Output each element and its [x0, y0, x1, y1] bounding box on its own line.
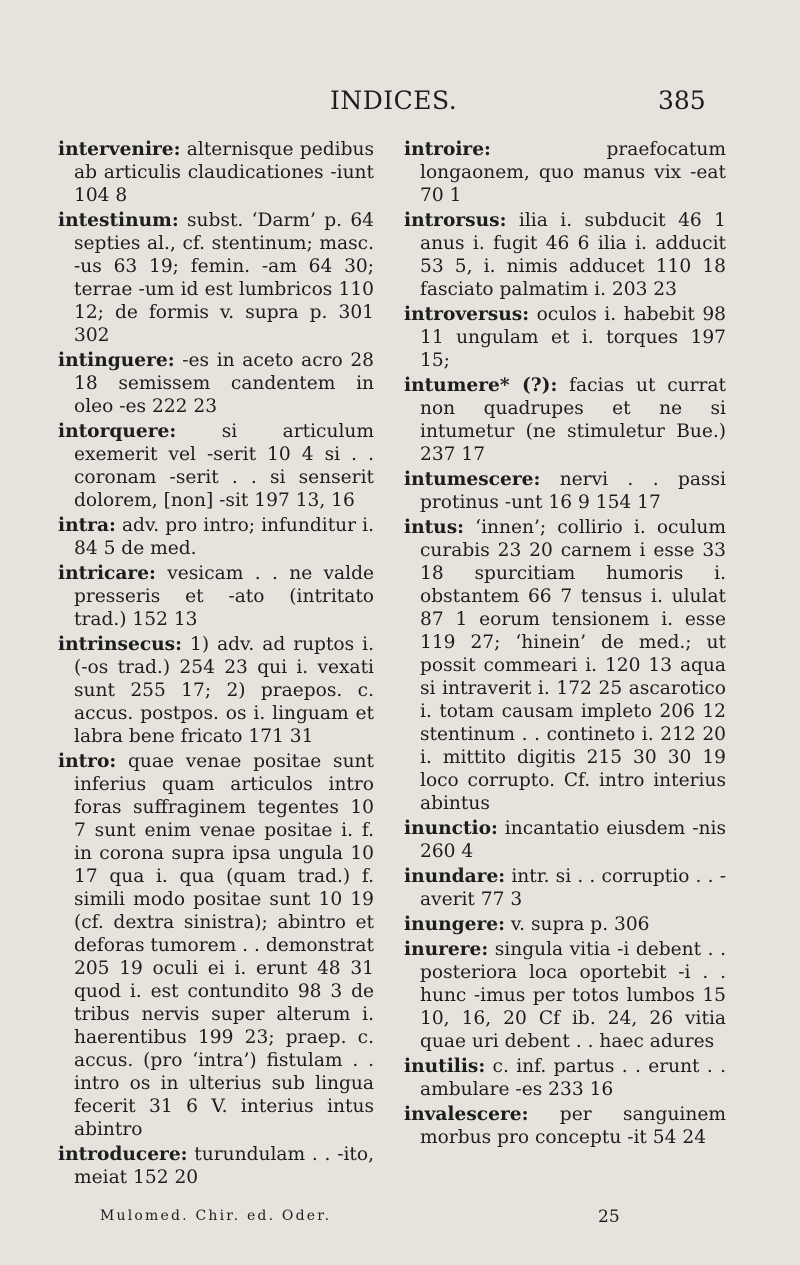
- entry-text: 1) adv. ad ruptos i. (-os trad.) 254 23 qui i. vexati sunt 255 17; 2) praepos. c. accus. postpos. os i. linguam et labra bene fricato 171 31: [74, 634, 374, 747]
- headword: introire:: [404, 139, 491, 160]
- entry-text: si articulum exemerit vel -serit 10 4 si . . coronam -serit . . si senserit dolorem, [non] -sit 197 13, 16: [74, 421, 374, 511]
- headword: introducere:: [58, 1144, 188, 1165]
- headword: intro:: [58, 751, 117, 772]
- index-entry: [58, 633, 374, 748]
- headword: inungere:: [404, 914, 505, 935]
- index-entry: [404, 303, 726, 372]
- index-entry: [404, 374, 726, 466]
- index-entry: [58, 420, 374, 512]
- index-entry: [404, 1055, 726, 1101]
- index-entry: [404, 468, 726, 514]
- entry-text: ilia i. subducit 46 1 anus i. fugit 46 6 ilia i. adducit 53 5, i. nimis adducet 110 18 fasciato palmatim i. 203 23: [420, 210, 726, 300]
- index-entry: [404, 913, 726, 936]
- index-entry: [404, 516, 726, 815]
- entry-text: quae venae positae sunt inferius quam articulos intro foras suffraginem tegentes 10 7 sunt enim venae positae i. f. in corona supra ipsa ungula 10 17 qua i. qua (quam trad.) f. simili modo positae sunt 10 19 (cf. dextra sinistra); abintro et deforas tumorem . . demonstrat 205 19 oculi ei i. erunt 48 31 quod i. est contundito 98 3 de tribus nervis super alterum i. haerentibus 199 23; praep. c. accus. (pro ‘intra’) fistulam . . intro os in ulterius sub lingua fecerit 31 6 V. interius intus abintro: [74, 751, 374, 1140]
- entry-text: singula vitia -i debent . . posteriora loca oportebit -i . . hunc -imus per totos lumbos 15 10, 16, 20 Cf ib. 24, 26 vitia quae uri debent . . haec adures: [420, 939, 726, 1052]
- headword: invalescere:: [404, 1104, 529, 1125]
- headword: inutilis:: [404, 1056, 486, 1077]
- entry-text: praefocatum longaonem, quo manus vix -eat 70 1: [420, 139, 726, 206]
- left-column: [58, 138, 374, 1191]
- headword: intumere* (?):: [404, 375, 558, 396]
- entry-text: per sanguinem morbus pro conceptu -it 54 24: [420, 1104, 726, 1148]
- headword: intra:: [58, 515, 116, 536]
- headword: intinguere:: [58, 350, 175, 371]
- right-column: [404, 138, 726, 1151]
- page-footer: [0, 1208, 800, 1232]
- entry-text: vesicam . . ne valde presseris et -ato (intritato trad.) 152 13: [74, 563, 374, 630]
- index-entry: [58, 209, 374, 347]
- headword: intestinum:: [58, 210, 179, 231]
- entry-text: c. inf. partus . . erunt . . ambulare -es 233 16: [420, 1056, 726, 1100]
- entry-text: intr. si . . corruptio . . -averit 77 3: [420, 866, 727, 910]
- entry-text: incantatio eiusdem -nis 260 4: [420, 818, 726, 862]
- index-entry: [58, 514, 374, 560]
- index-entry: [58, 562, 374, 631]
- entry-text: -es in aceto acro 28 18 semissem candentem in oleo -es 222 23: [74, 350, 374, 417]
- page-number: 385: [658, 86, 706, 115]
- headword: intricare:: [58, 563, 156, 584]
- entry-text: alternisque pedibus ab articulis claudicationes -iunt 104 8: [74, 139, 374, 206]
- headword: inunctio:: [404, 818, 498, 839]
- entry-text: v. supra p. 306: [510, 914, 650, 935]
- headword: intrinsecus:: [58, 634, 183, 655]
- running-header: [0, 86, 800, 126]
- headword: intus:: [404, 517, 465, 538]
- index-entry: [58, 1143, 374, 1189]
- index-entry: [404, 138, 726, 207]
- index-entry: [58, 349, 374, 418]
- index-entry: [404, 817, 726, 863]
- signature-mark: Mulomed. Chir. ed. Oder.: [100, 1208, 332, 1224]
- headword: intervenire:: [58, 139, 181, 160]
- entry-text: oculos i. habebit 98 11 ungulam et i. torques 197 15;: [420, 304, 726, 371]
- headword: intumescere:: [404, 469, 541, 490]
- entry-text: nervi . . passi protinus -unt 16 9 154 17: [420, 469, 726, 513]
- headword: introversus:: [404, 304, 530, 325]
- sheet-number: 25: [598, 1207, 620, 1227]
- entry-text: adv. pro intro; infunditur i. 84 5 de med.: [74, 515, 374, 559]
- headword: inundare:: [404, 866, 506, 887]
- headword: inurere:: [404, 939, 489, 960]
- index-entry: [404, 1103, 726, 1149]
- index-entry: [58, 750, 374, 1141]
- header-title: INDICES.: [330, 86, 458, 115]
- entry-text: subst. ‘Darm’ p. 64 septies al., cf. stentinum; masc. -us 63 19; femin. -am 64 30; terrae -um id est lumbricos 110 12; de formis v. supra p. 301 302: [74, 210, 374, 346]
- entry-text: facias ut currat non quadrupes et ne si intumetur (ne stimuletur Bue.) 237 17: [420, 375, 726, 465]
- headword: intorquere:: [58, 421, 177, 442]
- entry-text: ‘innen’; collirio i. oculum curabis 23 20 carnem i esse 33 18 spurcitiam humoris i. obstantem 66 7 tensus i. ululat 87 1 eorum tensionem i. esse 119 27; ‘hinein’ de med.; ut possit commeari i. 120 13 aqua si intraverit i. 172 25 ascarotico i. totam causam impleto 206 12 stentinum . . contineto i. 212 20 i. mittito digitis 215 30 30 19 loco corrupto. Cf. intro interius abintus: [420, 517, 726, 814]
- index-entry: [58, 138, 374, 207]
- headword: introrsus:: [404, 210, 507, 231]
- entry-text: turundulam . . -ito, meiat 152 20: [74, 1144, 375, 1188]
- index-entry: [404, 209, 726, 301]
- index-entry: [404, 938, 726, 1053]
- index-entry: [404, 865, 726, 911]
